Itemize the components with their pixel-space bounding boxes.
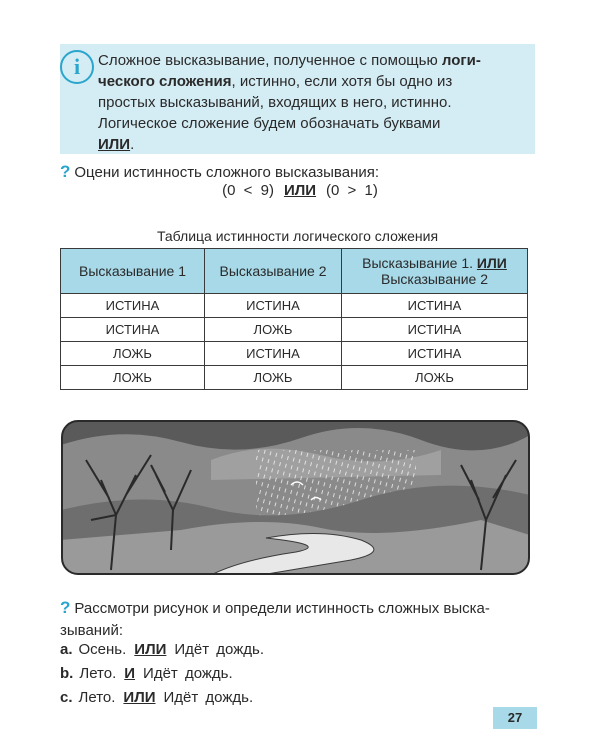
- table-cell: ЛОЖЬ: [61, 366, 205, 390]
- expression-operator: ИЛИ: [283, 182, 317, 199]
- rainy-landscape-illustration: [61, 420, 530, 575]
- info-line-2: [98, 71, 526, 92]
- info-line-1: [98, 50, 526, 71]
- answer-b: [60, 665, 233, 682]
- answer-left: Лето.: [79, 665, 117, 682]
- expression-right: (0 > 1): [326, 182, 378, 199]
- answer-operator: ИЛИ: [134, 641, 167, 658]
- answer-right: Идёт дождь.: [143, 665, 233, 682]
- info-line-2-bold: ческого сложения: [98, 73, 232, 90]
- answer-label: c.: [60, 689, 73, 706]
- table-cell: ЛОЖЬ: [61, 342, 205, 366]
- answer-left: Лето.: [78, 689, 116, 706]
- answer-a: [60, 641, 264, 658]
- info-line-1-bold: логи-: [441, 52, 481, 69]
- answer-c: [60, 689, 253, 706]
- truth-table-header: [61, 249, 528, 294]
- truth-table: [60, 248, 528, 390]
- answer-left: Осень.: [78, 641, 127, 658]
- header-disjunction-post: Высказывание 2: [380, 271, 489, 287]
- table-cell: ИСТИНА: [205, 342, 342, 366]
- answer-operator: ИЛИ: [123, 689, 156, 706]
- question-2-text: Рассмотри рисунок и определи истинность сложных выска-зываний:: [60, 600, 490, 639]
- info-line-5-text: .: [130, 136, 135, 153]
- question-1: [60, 162, 379, 182]
- info-line-5: [98, 134, 526, 155]
- question-2: [60, 597, 530, 642]
- table-cell: ИСТИНА: [61, 294, 205, 318]
- info-line-2-text: , истинно, если хотя бы одно из: [231, 73, 453, 90]
- info-icon: i: [60, 50, 94, 84]
- question-1-text: Оцени истинность сложного высказывания:: [74, 164, 380, 181]
- question-1-expression: [0, 182, 600, 199]
- table-row: [61, 318, 528, 342]
- table-cell: ЛОЖЬ: [205, 318, 342, 342]
- info-line-3: простых высказываний, входящих в него, истинно.: [98, 94, 452, 111]
- answer-label: b.: [60, 665, 74, 682]
- info-line-5-bold: ИЛИ: [98, 136, 131, 153]
- table-cell: ИСТИНА: [342, 294, 528, 318]
- table-cell: ИСТИНА: [61, 318, 205, 342]
- expression-left: (0 < 9): [222, 182, 274, 199]
- info-line-4: Логическое сложение будем обозначать буквами: [98, 115, 441, 132]
- table-cell: ИСТИНА: [342, 342, 528, 366]
- question-mark-icon: ?: [60, 162, 71, 181]
- table-cell: ЛОЖЬ: [342, 366, 528, 390]
- question-mark-icon: ?: [60, 598, 71, 617]
- table-cell: ИСТИНА: [205, 294, 342, 318]
- answer-right: Идёт дождь.: [174, 641, 264, 658]
- table-row: [61, 366, 528, 390]
- table-caption: Таблица истинности логического сложения: [156, 228, 439, 244]
- info-line-1-text: Сложное высказывание, полученное с помощью: [98, 52, 442, 69]
- header-disjunction-op: ИЛИ: [476, 255, 507, 271]
- info-text: [98, 50, 526, 155]
- header-disjunction-pre: Высказывание 1.: [362, 255, 474, 271]
- page-number: 27: [493, 707, 537, 729]
- table-cell: ИСТИНА: [342, 318, 528, 342]
- header-disjunction: [342, 249, 528, 294]
- header-statement-2: Высказывание 2: [205, 249, 342, 294]
- header-statement-1: Высказывание 1: [61, 249, 205, 294]
- answer-right: Идёт дождь.: [163, 689, 254, 706]
- table-cell: ЛОЖЬ: [205, 366, 342, 390]
- answer-label: a.: [60, 641, 73, 658]
- answer-operator: И: [124, 665, 136, 682]
- table-row: [61, 294, 528, 318]
- table-row: [61, 342, 528, 366]
